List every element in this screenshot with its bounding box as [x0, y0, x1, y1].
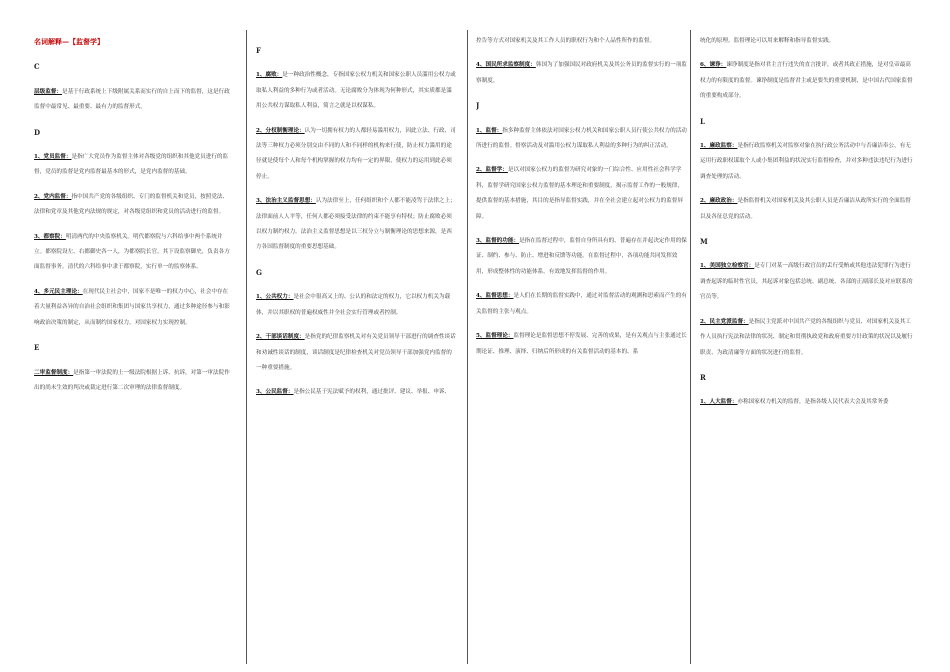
glossary-entry — [700, 395, 914, 410]
glossary-entry — [256, 385, 456, 400]
section-letter: C — [34, 62, 40, 72]
section-letter: M — [700, 237, 708, 247]
glossary-entry — [256, 124, 456, 186]
entry-definition: 是指在监督过程中，监督自身所具有的、普遍存在并起决定作用的保证、制约、参与、防止、增进和反馈等功能。在监督过程中，各项功能共同发挥效用，形成整体性的功能体系，有效地发挥监督的作用。 — [476, 238, 687, 275]
entry-definition: 是一种政治性概念，专指国家公权力机关和国家公职人员滥用公权力或取私人利益的多种行为或者活动。无论腐败分为体现为何种形式，其实质都是滥用公共权力谋取私人利益，简言之就是以权谋私。 — [256, 72, 456, 110]
entry-term: 2、分权制衡理论： — [256, 127, 305, 134]
column-divider — [246, 30, 247, 664]
entry-term: 1、监督： — [476, 127, 503, 134]
glossary-entry — [700, 194, 914, 225]
entry-definition: 是专门对某一高级行政官员的丢行受贿或其他违法犯罪行为进行调查起诉的临时性官员，其起诉对象包括总统、副总统、各部的正副部长及对应联系的官员等。 — [700, 263, 913, 301]
glossary-entry — [700, 58, 914, 104]
entry-definition: 明清两代的中央监察机关。明代都察院与六科给事中两个系统并立。都察院设左、右都御史各一人，为都察院长官，其下设监察御史，负责各方面监督事务。清代的六科给事中隶于都察院，实行单一的监察体系。 — [34, 233, 230, 271]
entry-definition: 谏诤制度是指对君主言行违失的直言批评，或者其政正措施，是对皇帝最高权力的有限度的监督。谏诤制度是监督君主或是要失的重要机制，是中国古代国家监督的重要构成部分。 — [700, 62, 913, 100]
column-4 — [700, 34, 914, 660]
entry-term: 3、法治主义监督思想： — [256, 198, 316, 205]
entry-term: 层级监督： — [34, 88, 62, 95]
entry-definition: 在现代民主社会中，国家不是唯一的权力中心，社会中存在着大量利益各异的自治社会组织和集团与国家共享权力，通过多种途径参与和影响政治决策的制定，从而制约国家权力，对国家权力实现控制。 — [34, 288, 230, 326]
section-letter: G — [256, 267, 262, 277]
glossary-entry — [34, 190, 230, 221]
glossary-entry — [256, 330, 456, 376]
glossary-entry — [256, 290, 456, 321]
entry-definition: 是指广大党员作为监督主体对各级党的组织和其他党员进行的监督，党员的监督是党内监督最基本的形式，是党内监督的基础。 — [34, 154, 229, 176]
entry-definition: 指中国共产党的各级组织、专门的监督机关和党员，按照党法、法律和党章及其他党内法规的规定，对各级党组织和党员的活动进行的监督。 — [34, 193, 229, 216]
glossary-entry — [34, 366, 230, 397]
column-2 — [256, 34, 456, 660]
glossary-entry — [476, 58, 688, 89]
entry-definition: 是指党的纪律监察机关对有关党员领导干部进行的调查性谈话和劝诫性谈话的制度，谈话制度是纪律检查机关对党员领导干部加强党内监督的一种重要措施。 — [256, 334, 456, 371]
entry-definition: 认为法律至上，任何组织和个人都不能凌驾于法律之上；法律面前人人平等，任何人都必须接受法律的约束不能享有特权；防止腐败必须以权力制约权力。法治主义监督思想是以三权分立与制衡理论的思想来源，是西方各国监督制度的重要思想基础。 — [256, 198, 456, 251]
document-title: 名词解释—【监督学】 — [34, 37, 104, 46]
section-letter: D — [34, 127, 41, 137]
entry-term: 1、腐败： — [256, 72, 283, 79]
section-letter: F — [256, 46, 261, 55]
entry-definition: 是基于行政系统上下级附属关系而实行的自上而下的监督，这是行政监督中最常见、最重要、最有力的监督形式。 — [34, 88, 230, 111]
entry-term: 3、监督的功能： — [476, 238, 520, 245]
entry-term: 5、监督理论： — [476, 333, 514, 340]
glossary-entry — [476, 289, 688, 320]
section-letter: E — [34, 343, 40, 353]
entry-definition: 是以对国家公权力的监督为研究对象的一门综合性、应用性社会科学学科，监督学研究国家公权力监督的基本理论和重要制度，揭示监督工作的一般规律，提供监督的基本措施，其目的是指导监督实践，并在全社会建立起对公权力的监督屏障。 — [476, 167, 683, 220]
entry-term: 1、人大监督： — [700, 399, 738, 406]
entry-term: 3、公民监督： — [256, 389, 294, 396]
entry-term: 4、国民所求监察制度： — [476, 62, 536, 69]
glossary-entry — [700, 315, 914, 361]
entry-definition: 是指监督机关对国家机关及其公职人员是否廉洁从政所实行的全面监督以及各征总党的活动。 — [700, 198, 911, 220]
glossary-entry — [476, 234, 688, 280]
entry-term: 1、廉政监察： — [700, 143, 738, 150]
glossary-entry — [34, 85, 230, 116]
glossary-entry — [700, 139, 914, 185]
column-divider — [467, 30, 468, 664]
glossary-entry — [256, 68, 456, 114]
entry-definition: 认为一切拥有权力的人都轻易滥用权力，因此立法、行政、司法等三种权力必须分别交由不同的人和不同样的机构来行使，防止权力滥用的途径就是使每个人和每个机构掌握的权力均有一定的界限，使权力的运用到此必须停止。 — [256, 127, 456, 180]
entry-definition: 亦称国家权力机关的监督，是指各级人民代表大会及其常务委 — [737, 399, 889, 406]
entry-definition: 是人们在长期的监督实践中，通过对监督活动的观测和思索而产生的有关监督的主张与观点。 — [476, 293, 687, 315]
entry-term: 4、多元民主理论： — [34, 288, 83, 295]
section-letter: J — [476, 101, 480, 111]
entry-definition: 是指民主党派对中国共产党的各级组织与党员、对国家机关及其工作人员执行宪法和法律的状况、制定和贯彻执政党和政府重要方针政策的状况以及履行职责、为政清廉等方面的状况进行的监督。 — [700, 318, 913, 356]
column-divider — [690, 30, 691, 664]
entry-term: 2、民主党派监督： — [700, 318, 749, 325]
entry-term: 2、廉政政治： — [700, 198, 738, 205]
entry-definition: 是指公民基于宪法赋予的权利，通过批评、建议、举报、申诉、 — [293, 389, 451, 396]
column-3 — [476, 34, 688, 660]
entry-term: 2、党内监督： — [34, 193, 72, 200]
glossary-entry — [700, 259, 914, 305]
continued-text: 统化的原理。监督理论可以用来解释和指导监督实践。 — [700, 38, 835, 44]
section-letter: L — [700, 116, 705, 126]
glossary-entry — [34, 150, 230, 181]
entry-term: 1、美国独立检察官： — [700, 263, 755, 270]
entry-definition: 指多种监督主体依法对国家公权力机关和国家公职人员行使公共权力的活动所进行的监督。督察活动及对滥用公权力谋取私人利益的多种行为的纠正活动。 — [476, 127, 687, 150]
glossary-entry — [476, 163, 688, 225]
entry-term: 1、公共权力： — [256, 294, 294, 301]
entry-term: 4、监督思想： — [476, 293, 514, 300]
entry-definition: 是指行政监察机关对监察对象在执行政公务活动中与否廉洁奉公，有无运用行政职权谋取个人或小集团利益的状况实行监督检查，并对多种违法违纪行为进行调查处理的活动。 — [700, 143, 913, 180]
glossary-entry — [34, 230, 230, 276]
entry-term: 3、都察院： — [34, 233, 66, 240]
entry-term: 2、干部谈话制度： — [256, 334, 305, 341]
entry-term: 二审监督制度： — [34, 369, 74, 376]
entry-definition: 是社会中很高又上的、公认的和法定的权力，它以权力机关为载体，并以其职权的普遍权威性并全社会实行管理或者控制。 — [256, 294, 451, 316]
entry-term: 6、谏诤： — [700, 62, 727, 69]
glossary-entry — [256, 194, 456, 256]
column-1 — [34, 34, 230, 660]
entry-definition: 监督理论是监督思想不停发展、完善的成果，是有关观点与主张通过长期论证、推理、演绎、归纳后所形成的有关监督活动的基本的、系 — [476, 333, 687, 355]
section-letter: R — [700, 372, 706, 382]
entry-term: 1、党员监督： — [34, 154, 72, 161]
glossary-entry — [476, 124, 688, 155]
continued-text: 控告等方式对国家机关及其工作人员的职权行为和个人品性所作的监督。 — [476, 38, 656, 44]
entry-term: 2、监督学： — [476, 167, 508, 174]
entry-definition: 韩国为了加强国民对政府机关及其公务员的监督实行的一项监察制度。 — [476, 62, 687, 84]
glossary-entry — [34, 285, 230, 331]
glossary-entry — [476, 329, 688, 360]
entry-definition: 是指第一审法院的上一级法院根据上诉、抗诉，对第一审法院作出的尚未生效的判决或裁定进行第二次审理的法律监督制度。 — [34, 369, 230, 391]
